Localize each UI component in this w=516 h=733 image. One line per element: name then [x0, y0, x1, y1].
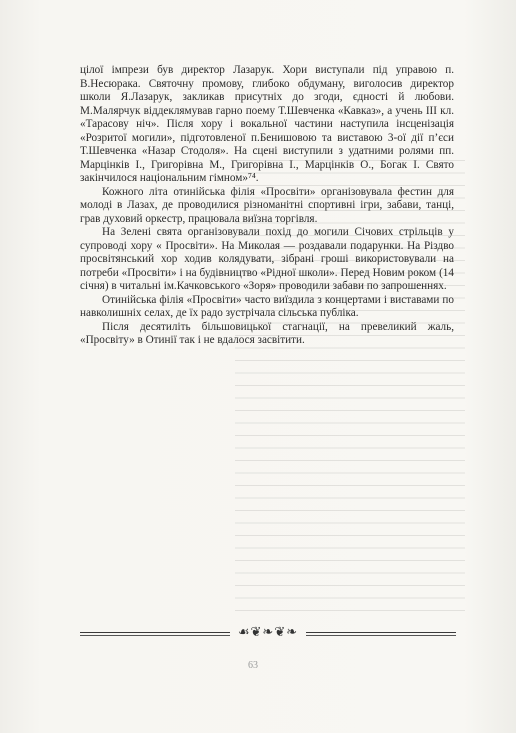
paragraph-concerts: Отинійська філія «Просвіти» часто виїздила з концертами і виставами по навколишніх селах, де їх радо зустрічала сільська публіка. [80, 293, 454, 319]
paragraph-stagnation: Після десятиліть більшовицької стагнації, на превеликий жаль, «Просвіту» в Отинії так і не вдалося засвітити. [80, 320, 454, 346]
ornament-icon: ☙❦❧❦❧ [237, 625, 299, 640]
paragraph-holidays: На Зелені свята організовували похід до могили Січових стрільців у супроводі хору « Просвіти». На Миколая — роздавали подарунки. На Різдво просвітянський хор ходив колядувати, зібрані гроші використовували на потреби «Просвіти» і на будівництво «Рідної школи». Перед Новим роком (14 січня) в читальні ім.Качковського «Зоря» проводили забави по запрошеннях. [80, 226, 454, 292]
paragraph-continuation: цілої імпрези був директор Лазарук. Хори виступали під управою п. В.Несюрака. Святочну промову, глибоко обдуману, виголосив директор школи Я.Лазарук, закликав присутніх до згоди, єдності й любови. М.Малярчук віддеклямував гарно поему Т.Шевченка «Кавказ», а учень III кл. «Тарасову ніч». Після хору і вокальної частини наступила інсценізація «Розритої могили», підготовленої п.Бенишовою та виставою 3-ої дії п’єси Т.Шевченка «Назар Стодоля». На сцені виступили з удатними ролями пп. Марцінків І., Григорівна М., Григорівна І., Марцінків О., Богак І. Свято закінчилося національним гімном»⁷⁴. [80, 64, 454, 184]
paragraph-festyn: Кожного літа отинійська філія «Просвіти» організовувала фестин для молоді в Лазах, де проводилися різноманітні спортивні ігри, забави, танці, грав духовий оркестр, працювала виїзна торгівля. [80, 185, 454, 225]
divider-rule-left [80, 632, 230, 633]
body-text [80, 64, 454, 348]
ornamental-divider [80, 626, 456, 640]
divider-rule-right [306, 632, 456, 633]
page-number: 63 [248, 660, 258, 671]
